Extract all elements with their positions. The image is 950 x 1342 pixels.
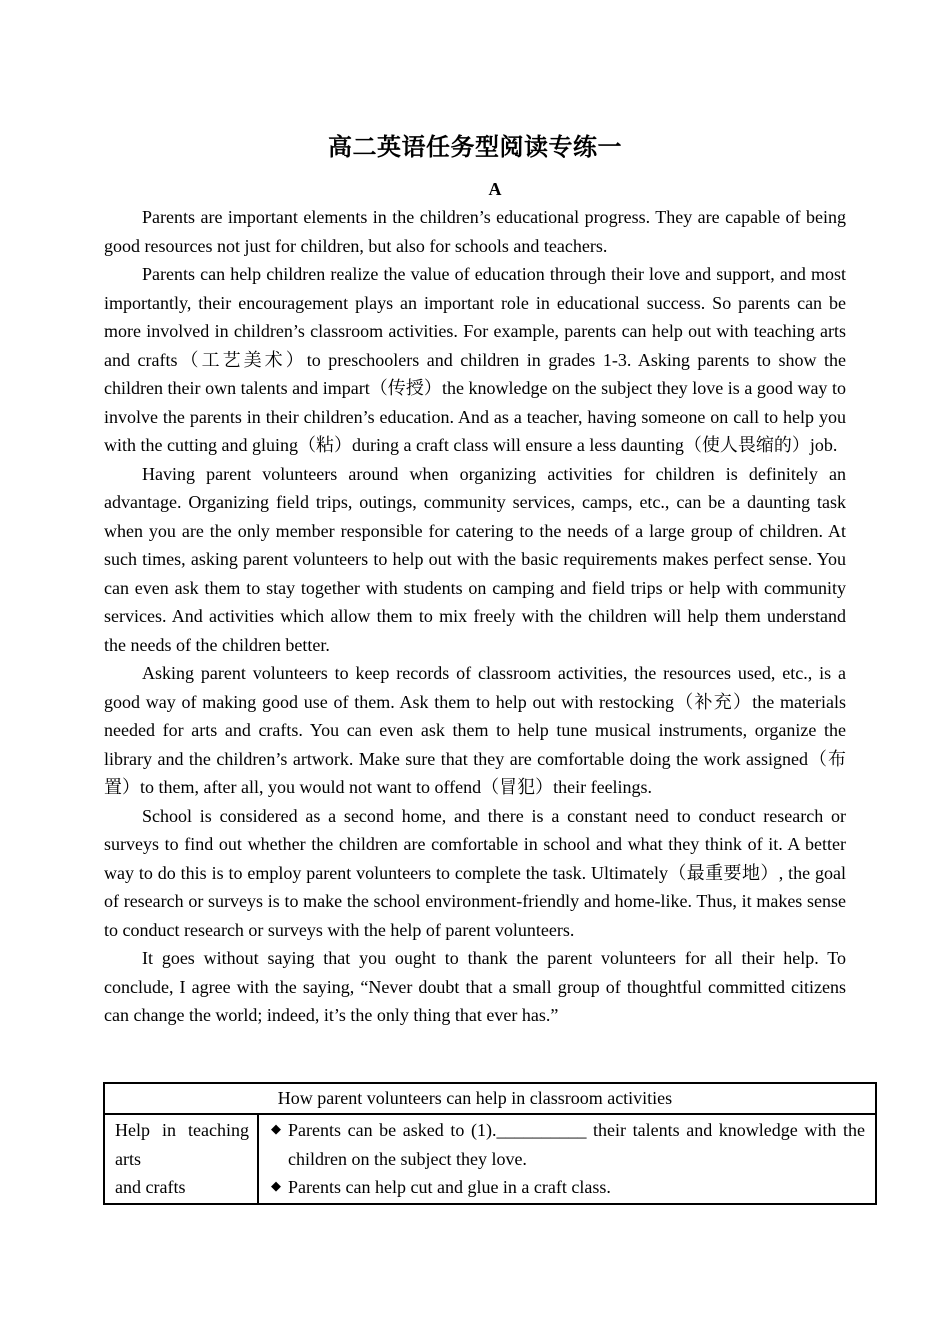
bullet-item-2 (271, 1173, 865, 1202)
category-cell (104, 1114, 258, 1204)
bullet-text-2: Parents can help cut and glue in a craft class. (288, 1177, 611, 1197)
diamond-bullet-icon: ◆ (271, 1179, 281, 1194)
category-line-2: and crafts (115, 1177, 186, 1197)
category-line-1: Help in teaching arts (115, 1120, 249, 1169)
task-table (103, 1082, 877, 1205)
bullet-item-1 (271, 1116, 865, 1173)
document-title: 高二英语任务型阅读专练一 (328, 135, 622, 161)
paragraph-2: Parents can help children realize the value of education through their love and support, and most importantly, their encouragement plays an important role in educational success. So parents can be more involved in children’s classroom activities. For example, parents can help out with teaching arts and crafts（工艺美术）to preschoolers and children in grades 1-3. Asking parents to show the children their own talents and impart（传授）the knowledge on the subject they love is a good way to involve the parents in their children’s education. And as a teacher, having someone on call to help you with the cutting and gluing（粘）during a craft class will ensure a less daunting（使人畏缩的）job. (104, 264, 846, 455)
table-header: How parent volunteers can help in classroom activities (104, 1083, 876, 1114)
paragraph-1: Parents are important elements in the children’s educational progress. They are capable of being good resources not just for children, but also for schools and teachers. (104, 207, 846, 256)
bullet-text-1: Parents can be asked to (1).__________ their talents and knowledge with the children on the subject they love. (288, 1120, 865, 1169)
paragraph-3: Having parent volunteers around when organizing activities for children is definitely an advantage. Organizing field trips, outings, community services, camps, etc., can be a daunting task when you are the only member responsible for catering to the needs of a large group of children. At such times, asking parent volunteers to help out with the basic requirements makes perfect sense. You can even ask them to stay together with students on camping and field trips or help with community services. And activities which allow them to mix freely with the children will help them understand the needs of the children better. (104, 463, 846, 655)
paragraph-4: Asking parent volunteers to keep records of classroom activities, the resources used, etc., is a good way of making good use of them. Ask them to help out with restocking（补充）the materials needed for arts and crafts. You can even ask them to help tune musical instruments, organize the library and the children’s artwork. Make sure that they are comfortable doing the work assigned（布置）to them, after all, you would not want to offend（冒犯）their feelings. (104, 663, 846, 797)
table-row (104, 1114, 876, 1204)
paragraph-5: School is considered as a second home, and there is a constant need to conduct research or surveys to find out whether the children are comfortable in school and what they think of it. A better way to do this is to employ parent volunteers to complete the task. Ultimately（最重要地）, the goal of research or surveys is to make the school environment-friendly and home-like. Thus, it makes sense to conduct research or surveys with the help of parent volunteers. (104, 805, 846, 940)
detail-cell (258, 1114, 876, 1204)
paragraph-6: It goes without saying that you ought to thank the parent volunteers for all their help. To conclude, I agree with the saying, “Never doubt that a small group of thoughtful committed citizens can change the world; indeed, it’s the only thing that ever has.” (104, 948, 846, 1025)
section-label: A (488, 179, 502, 199)
reading-passage (104, 203, 846, 1030)
table-header-row (104, 1083, 876, 1114)
diamond-bullet-icon: ◆ (271, 1122, 281, 1137)
